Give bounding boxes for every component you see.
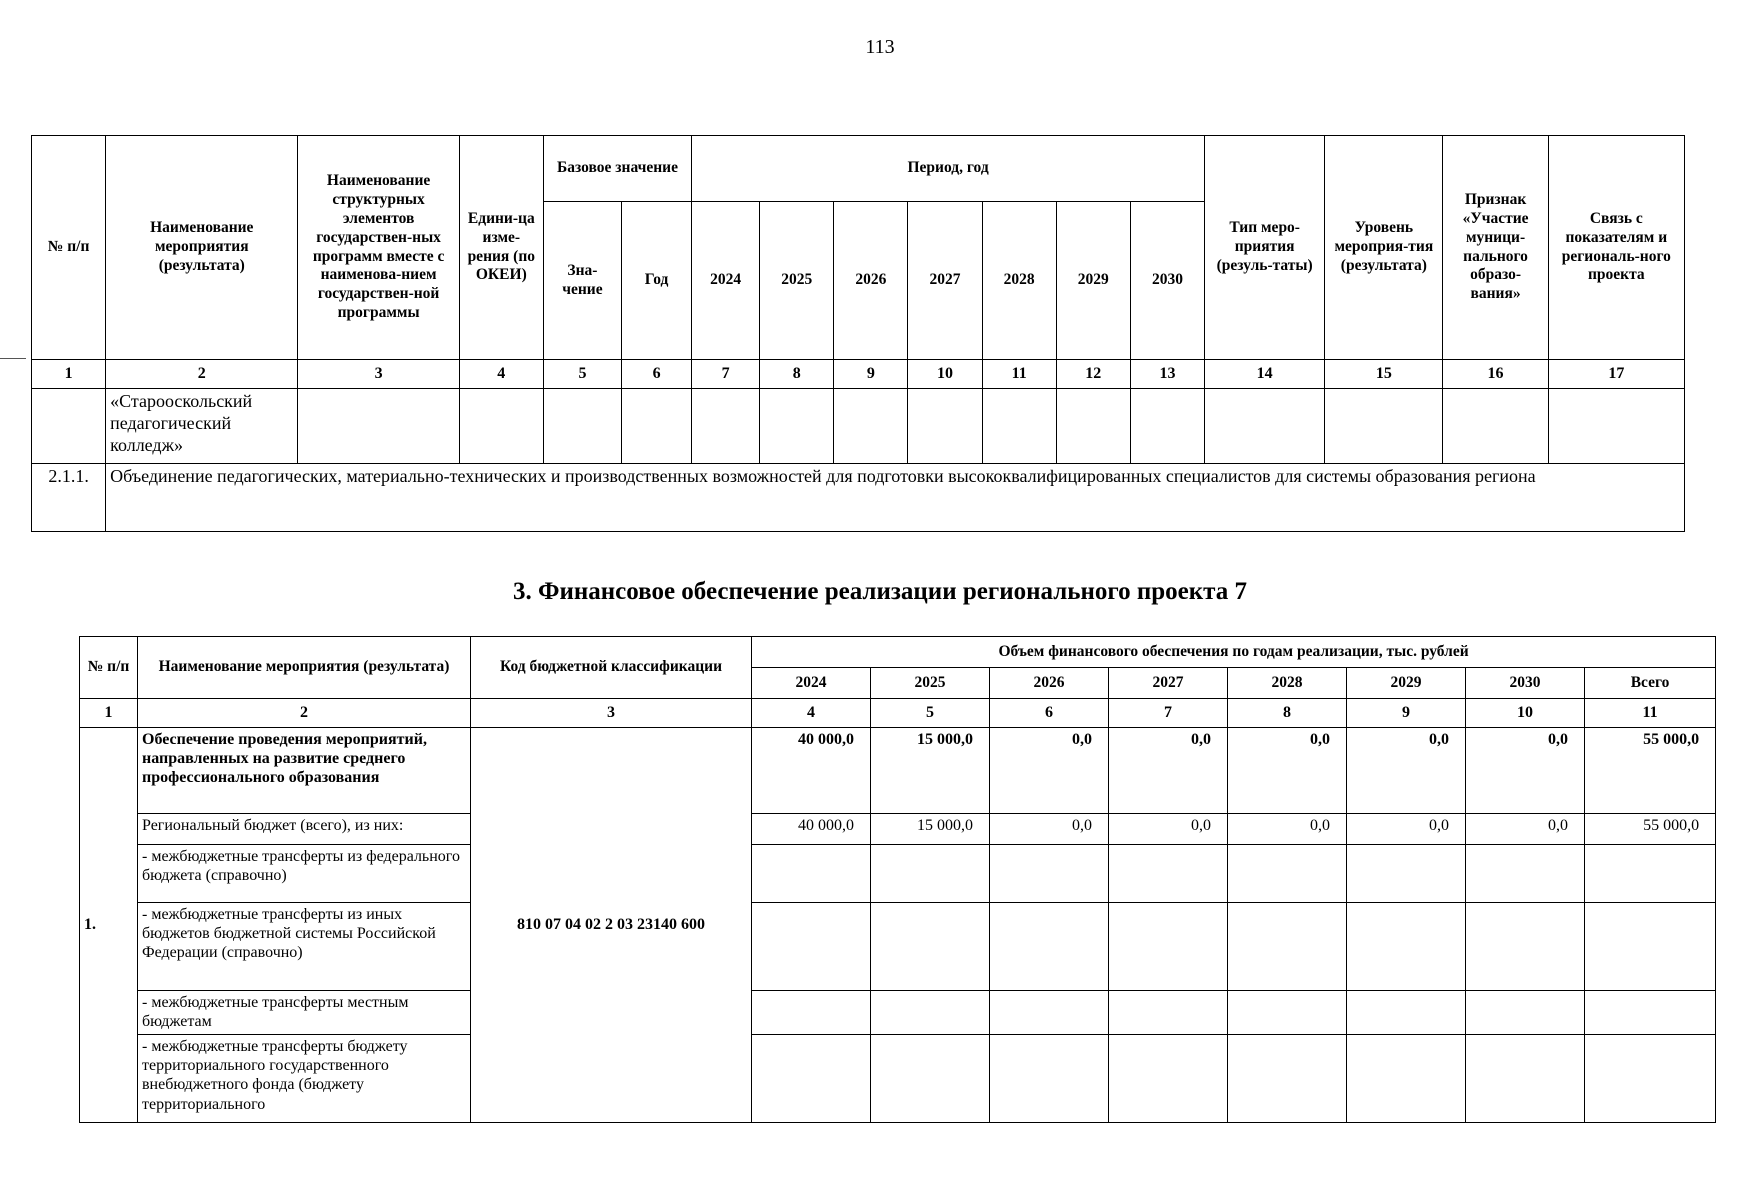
column-number: 1	[80, 699, 138, 728]
table-row	[80, 845, 1716, 903]
header-num: № п/п	[80, 637, 138, 699]
column-number: 10	[1466, 699, 1585, 728]
results-table	[31, 135, 1685, 532]
column-number: 6	[990, 699, 1109, 728]
row-label: - межбюджетные трансферты бюджету территориального государственного внебюджетного фонда (бюджету территориального	[138, 1035, 471, 1123]
header-year: 2027	[908, 202, 982, 360]
table-row	[80, 728, 1716, 814]
column-number: 3	[298, 360, 459, 389]
column-number: 9	[834, 360, 908, 389]
page-number: 113	[865, 36, 895, 58]
table-row	[32, 464, 1685, 532]
value-cell: 15 000,0	[871, 728, 990, 814]
value-cell: 15 000,0	[871, 814, 990, 845]
column-number: 5	[543, 360, 621, 389]
header-year: 2025	[760, 202, 834, 360]
college-name: «Старооскольский педагогический колледж»	[106, 389, 298, 464]
column-number: 2	[138, 699, 471, 728]
column-number: 4	[459, 360, 543, 389]
row-label: - межбюджетные трансферты местным бюджетам	[138, 991, 471, 1035]
section-title: 3. Финансовое обеспечение реализации регионального проекта 7	[512, 578, 1248, 605]
header-municipal: Признак «Участие муници-пального образо-вания»	[1443, 136, 1548, 360]
column-number: 13	[1130, 360, 1204, 389]
header-structural: Наименование структурных элементов государствен-ных программ вместе с наименова-нием государствен-ной программы	[298, 136, 459, 360]
row-description: Объединение педагогических, материально-технических и производственных возможностей для подготовки высококвалифицированных специалистов для системы образования региона	[106, 464, 1685, 532]
column-number: 8	[1228, 699, 1347, 728]
header-link: Связь с показателям и региональ-ного проекта	[1548, 136, 1684, 360]
header-year: 2030	[1130, 202, 1204, 360]
column-number: 17	[1548, 360, 1684, 389]
column-number: 11	[982, 360, 1056, 389]
header-year: 2028	[1228, 668, 1347, 699]
value-cell: 40 000,0	[752, 814, 871, 845]
header-year: 2024	[752, 668, 871, 699]
header-type: Тип меро-приятия (резуль-таты)	[1205, 136, 1325, 360]
column-number: 11	[1585, 699, 1716, 728]
margin-mark	[0, 358, 26, 359]
column-number: 5	[871, 699, 990, 728]
column-numbers-row	[80, 699, 1716, 728]
table-row	[80, 814, 1716, 845]
header-volume: Объем финансового обеспечения по годам реализации, тыс. рублей	[752, 637, 1716, 668]
value-cell: 0,0	[1347, 728, 1466, 814]
column-number: 14	[1205, 360, 1325, 389]
table-row	[80, 991, 1716, 1035]
row-index: 1.	[80, 728, 138, 1123]
header-year: 2026	[834, 202, 908, 360]
header-year: 2024	[692, 202, 760, 360]
header-year: 2030	[1466, 668, 1585, 699]
header-year: 2025	[871, 668, 990, 699]
column-number: 10	[908, 360, 982, 389]
value-cell: 0,0	[990, 728, 1109, 814]
table-row	[32, 389, 1685, 464]
header-name: Наименование мероприятия (результата)	[106, 136, 298, 360]
total-cell: 55 000,0	[1585, 728, 1716, 814]
column-number: 8	[760, 360, 834, 389]
value-cell: 0,0	[1228, 728, 1347, 814]
column-number: 4	[752, 699, 871, 728]
header-period: Период, год	[692, 136, 1205, 202]
header-code: Код бюджетной классификации	[471, 637, 752, 699]
budget-code: 810 07 04 02 2 03 23140 600	[471, 728, 752, 1123]
header-base-year: Год	[622, 202, 692, 360]
row-label: Обеспечение проведения мероприятий, направленных на развитие среднего профессионального образования	[138, 728, 471, 814]
value-cell: 0,0	[990, 814, 1109, 845]
value-cell: 0,0	[1109, 814, 1228, 845]
column-numbers-row	[32, 360, 1685, 389]
table-row	[80, 903, 1716, 991]
header-year: 2029	[1056, 202, 1130, 360]
column-number: 3	[471, 699, 752, 728]
table-row	[80, 1035, 1716, 1123]
total-cell: 55 000,0	[1585, 814, 1716, 845]
column-number: 12	[1056, 360, 1130, 389]
value-cell: 0,0	[1228, 814, 1347, 845]
value-cell: 40 000,0	[752, 728, 871, 814]
column-number: 9	[1347, 699, 1466, 728]
header-base: Базовое значение	[543, 136, 691, 202]
row-label: - межбюджетные трансферты из иных бюджетов бюджетной системы Российской Федерации (справочно)	[138, 903, 471, 991]
value-cell: 0,0	[1347, 814, 1466, 845]
row-label: Региональный бюджет (всего), из них:	[138, 814, 471, 845]
header-year: 2029	[1347, 668, 1466, 699]
column-number: 6	[622, 360, 692, 389]
header-year: 2026	[990, 668, 1109, 699]
value-cell: 0,0	[1466, 728, 1585, 814]
column-number: 16	[1443, 360, 1548, 389]
row-label: - межбюджетные трансферты из федерального бюджета (справочно)	[138, 845, 471, 903]
column-number: 2	[106, 360, 298, 389]
header-num: № п/п	[32, 136, 106, 360]
header-total: Всего	[1585, 668, 1716, 699]
column-number: 15	[1325, 360, 1443, 389]
row-number: 2.1.1.	[32, 464, 106, 532]
header-year: 2028	[982, 202, 1056, 360]
column-number: 7	[1109, 699, 1228, 728]
value-cell: 0,0	[1466, 814, 1585, 845]
header-year: 2027	[1109, 668, 1228, 699]
financing-table	[79, 636, 1716, 1123]
column-number: 7	[692, 360, 760, 389]
header-base-value: Зна-чение	[543, 202, 621, 360]
value-cell: 0,0	[1109, 728, 1228, 814]
column-number: 1	[32, 360, 106, 389]
header-unit: Едини-ца изме-рения (по ОКЕИ)	[459, 136, 543, 360]
header-level: Уровень мероприя-тия (результата)	[1325, 136, 1443, 360]
header-name: Наименование мероприятия (результата)	[138, 637, 471, 699]
